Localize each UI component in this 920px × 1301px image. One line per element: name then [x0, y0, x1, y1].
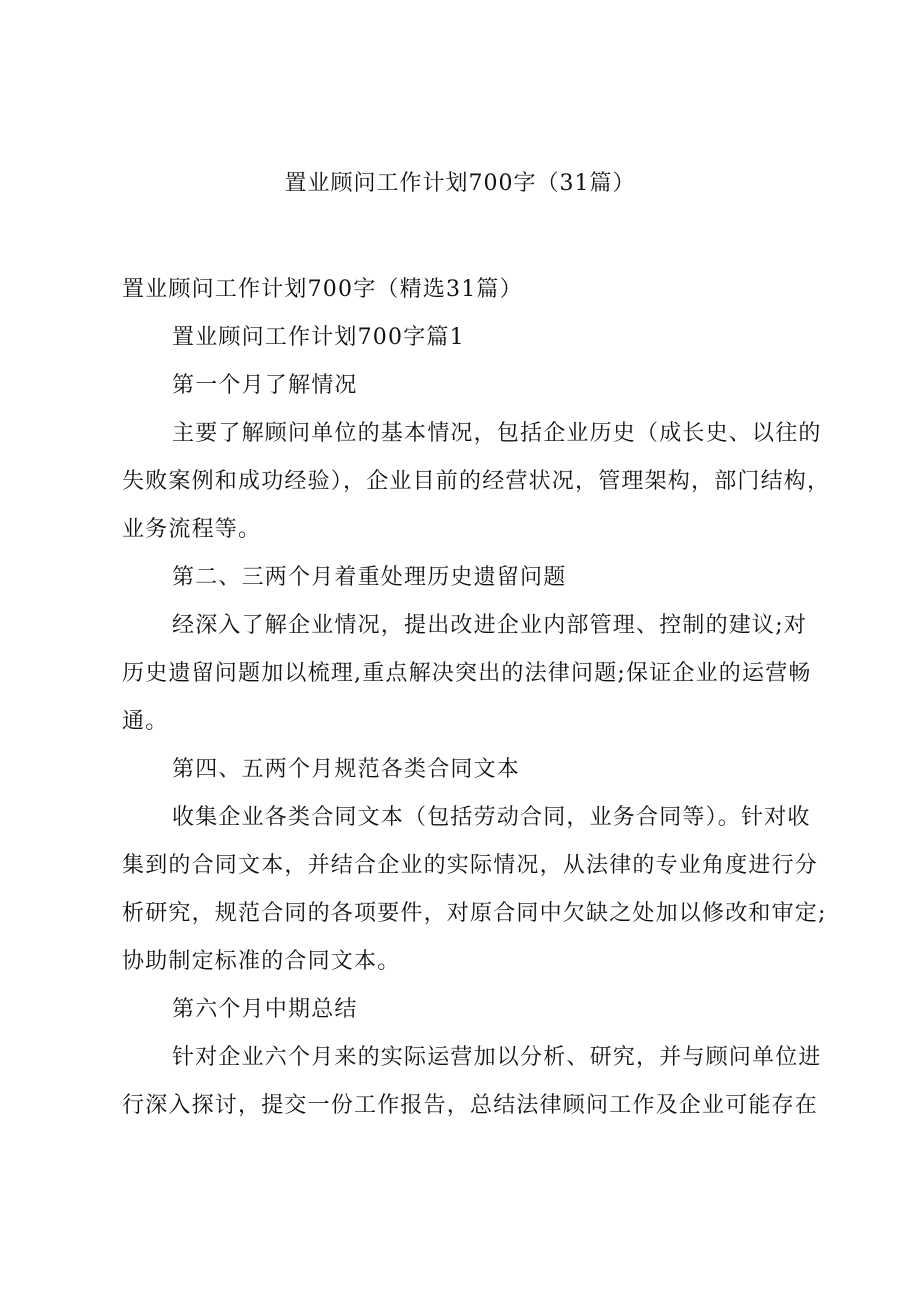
text-line: 置业顾问工作计划700字篇1 — [172, 325, 465, 350]
text-line: 第六个月中期总结 — [172, 997, 358, 1022]
text-line: 通。 — [122, 709, 169, 734]
document-title: 置业顾问工作计划700字（31篇） — [284, 171, 636, 196]
text-line: 历史遗留问题加以梳理,重点解决突出的法律问题;保证企业的运营畅 — [122, 661, 812, 686]
text-line: 第二、三两个月着重处理历史遗留问题 — [172, 565, 567, 590]
text-line: 协助制定标准的合同文本。 — [122, 949, 401, 974]
text-line: 业务流程等。 — [122, 517, 262, 542]
document-body — [122, 266, 831, 1130]
text-line: 失败案例和成功经验），企业目前的经营状况，管理架构，部门结构， — [122, 469, 831, 494]
text-line: 主要了解顾问单位的基本情况，包括企业历史（成长史、以往的 — [172, 421, 822, 446]
text-line: 行深入探讨，提交一份工作报告，总结法律顾问工作及企业可能存在 — [122, 1093, 819, 1118]
text-line: 第一个月了解情况 — [172, 373, 358, 398]
text-line: 第四、五两个月规范各类合同文本 — [172, 757, 521, 782]
text-line: 针对企业六个月来的实际运营加以分析、研究，并与顾问单位进 — [172, 1045, 822, 1070]
text-line: 集到的合同文本，并结合企业的实际情况，从法律的专业角度进行分 — [122, 853, 819, 878]
text-line: 置业顾问工作计划700字（精选31篇） — [122, 277, 523, 302]
text-line: 经深入了解企业情况，提出改进企业内部管理、控制的建议;对 — [172, 613, 808, 638]
text-line: 析研究，规范合同的各项要件，对原合同中欠缺之处加以修改和审定; — [122, 901, 827, 926]
text-line: 收集企业各类合同文本（包括劳动合同，业务合同等）。针对收 — [172, 805, 811, 830]
